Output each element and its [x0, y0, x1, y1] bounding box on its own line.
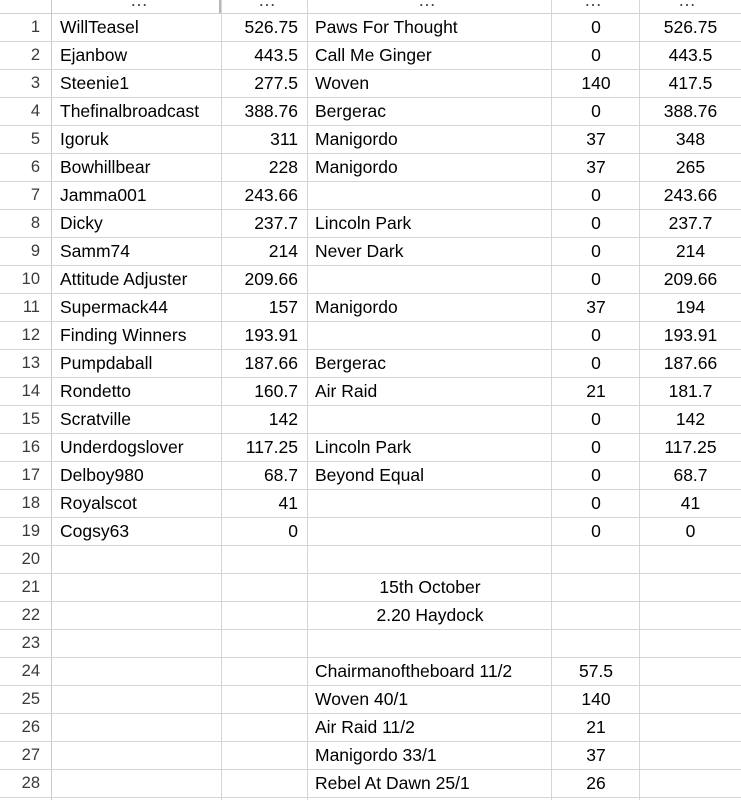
sheet-row [0, 210, 741, 238]
cell-e[interactable]: 417.5 [668, 73, 713, 93]
cell-b[interactable]: 214 [268, 241, 298, 261]
cell-d[interactable] [552, 630, 640, 658]
cell-a[interactable]: Samm74 [60, 241, 131, 261]
row-number[interactable]: 18 [21, 494, 40, 512]
cell-b[interactable]: 157 [268, 297, 298, 317]
cell-c[interactable]: Manigordo 33/1 [315, 745, 437, 765]
cell-b[interactable]: 243.66 [244, 185, 298, 205]
cell-a[interactable]: Royalscot [60, 493, 137, 513]
row-number[interactable]: 11 [22, 298, 40, 316]
cell-e[interactable]: 0 [685, 521, 696, 541]
cell-a[interactable]: Underdogslover [60, 437, 184, 457]
sheet-row [0, 70, 741, 98]
row-number[interactable]: 24 [21, 662, 40, 680]
cell-b[interactable]: 388.76 [244, 101, 298, 121]
cell-b[interactable]: 443.5 [254, 45, 298, 65]
cell-e[interactable]: 388.76 [663, 101, 718, 121]
cell-a[interactable] [52, 770, 222, 798]
row-number[interactable]: 20 [21, 550, 40, 568]
sheet-row [0, 406, 741, 434]
row-number[interactable]: 4 [30, 102, 40, 120]
row-number[interactable]: 5 [30, 130, 40, 148]
cell-b[interactable] [222, 602, 308, 630]
cell-e[interactable]: 265 [675, 157, 706, 177]
cell-e[interactable]: 243.66 [663, 185, 718, 205]
cell-e[interactable] [640, 686, 741, 714]
column-header-c[interactable]: … [418, 0, 436, 10]
sheet-row [0, 574, 741, 602]
cell-d[interactable]: 140 [581, 689, 611, 709]
cell-a[interactable]: Ejanbow [60, 45, 128, 65]
cell-c[interactable] [308, 630, 552, 658]
cell-e[interactable] [640, 574, 741, 602]
cell-c[interactable]: Air Raid 11/2 [315, 717, 415, 737]
row-number[interactable]: 6 [30, 158, 40, 176]
cell-b[interactable]: 237.7 [254, 213, 298, 233]
sheet-row [0, 42, 741, 70]
cell-d[interactable]: 37 [586, 157, 606, 177]
sheet-row [0, 14, 741, 42]
cell-b[interactable]: 117.25 [245, 437, 298, 457]
cell-d[interactable]: 0 [591, 493, 601, 513]
cell-a[interactable]: Attitude Adjuster [60, 269, 188, 289]
cell-d[interactable]: 21 [586, 381, 606, 401]
sheet-row [0, 630, 741, 658]
cell-d[interactable]: 0 [591, 353, 601, 373]
cell-c[interactable] [308, 490, 552, 518]
cell-a[interactable]: Delboy980 [60, 465, 144, 485]
sheet-row [0, 434, 741, 462]
cell-a[interactable] [52, 602, 222, 630]
cell-b[interactable]: 0 [288, 521, 298, 541]
cell-d[interactable]: 57.5 [578, 661, 614, 681]
sheet-row [0, 742, 741, 770]
column-header-e[interactable]: … [678, 0, 696, 10]
cell-a[interactable]: Steenie1 [60, 73, 130, 93]
row-number[interactable]: 23 [21, 634, 40, 652]
cell-e[interactable]: 193.91 [663, 325, 718, 345]
cell-d[interactable]: 0 [591, 17, 601, 37]
cell-b[interactable]: 311 [270, 129, 298, 149]
row-number[interactable]: 9 [30, 242, 40, 260]
cell-a[interactable]: Cogsy63 [60, 521, 130, 541]
row-number[interactable]: 13 [21, 354, 40, 372]
cell-d[interactable]: 0 [591, 213, 601, 233]
cell-c[interactable]: Chairmanoftheboard 11/2 [315, 661, 513, 681]
sheet-row [0, 98, 741, 126]
cell-d[interactable]: 140 [581, 73, 611, 93]
cell-b[interactable]: 193.91 [244, 325, 298, 345]
cell-b[interactable]: 277.5 [254, 73, 298, 93]
sheet-row [0, 546, 741, 574]
cell-c[interactable]: Air Raid [315, 381, 378, 401]
cell-e[interactable]: 348 [675, 129, 706, 149]
cell-b[interactable] [222, 630, 308, 658]
row-number[interactable]: 15 [21, 410, 40, 428]
sheet-row [0, 378, 741, 406]
cell-a[interactable] [52, 658, 222, 686]
row-number[interactable]: 22 [21, 606, 40, 624]
cell-b[interactable]: 526.75 [244, 17, 298, 37]
cell-e[interactable]: 117.25 [664, 437, 717, 457]
cell-d[interactable]: 0 [591, 241, 601, 261]
cell-d[interactable]: 37 [586, 129, 606, 149]
sheet-row [0, 350, 741, 378]
cell-c[interactable]: Beyond Equal [315, 465, 424, 485]
row-number[interactable]: 10 [21, 270, 40, 288]
cell-e[interactable]: 41 [680, 493, 701, 513]
sheet-row [0, 462, 741, 490]
cell-a[interactable]: Bowhillbear [60, 157, 151, 177]
row-number[interactable]: 7 [30, 186, 40, 204]
cell-d[interactable]: 0 [591, 45, 601, 65]
cell-e[interactable]: 187.66 [663, 353, 718, 373]
sheet-row [0, 294, 741, 322]
cell-b[interactable]: 160.7 [254, 381, 298, 401]
sheet-row [0, 518, 741, 546]
cell-d[interactable]: 37 [586, 745, 606, 765]
cell-d[interactable] [552, 546, 640, 574]
sheet-row [0, 770, 741, 798]
cell-d[interactable]: 0 [591, 409, 601, 429]
cell-c[interactable] [308, 266, 552, 294]
row-number[interactable]: 19 [21, 522, 40, 540]
cell-c[interactable]: Woven 40/1 [315, 689, 409, 709]
cell-c[interactable] [308, 182, 552, 210]
cell-d[interactable]: 0 [591, 325, 601, 345]
cell-c[interactable] [308, 406, 552, 434]
cell-a[interactable] [52, 742, 222, 770]
column-header-a[interactable]: … [130, 0, 148, 10]
cell-a[interactable]: WillTeasel [60, 17, 139, 37]
sheet-row [0, 154, 741, 182]
cell-b[interactable] [222, 546, 308, 574]
sheet-row [0, 266, 741, 294]
row-number[interactable]: 1 [30, 18, 40, 36]
row-number[interactable]: 28 [21, 774, 40, 792]
sheet-row [0, 322, 741, 350]
cell-e[interactable]: 526.75 [663, 17, 718, 37]
cell-c[interactable]: 15th October [379, 577, 481, 597]
cell-b[interactable]: 41 [278, 493, 298, 513]
cell-c[interactable]: Lincoln Park [315, 213, 412, 233]
cell-d[interactable]: 26 [586, 773, 606, 793]
sheet-row [0, 714, 741, 742]
cell-c[interactable]: Bergerac [315, 353, 387, 373]
cell-c[interactable]: Woven [315, 73, 370, 93]
sheet-row [0, 238, 741, 266]
cell-c[interactable] [308, 546, 552, 574]
cell-c[interactable]: Bergerac [315, 101, 387, 121]
row-number[interactable]: 21 [21, 578, 40, 596]
cell-a[interactable]: Supermack44 [60, 297, 168, 317]
cell-e[interactable]: 68.7 [673, 465, 708, 485]
cell-a[interactable]: Finding Winners [60, 325, 187, 345]
cell-c[interactable]: Never Dark [315, 241, 404, 261]
cell-c[interactable]: Rebel At Dawn 25/1 [315, 773, 470, 793]
cell-d[interactable] [552, 602, 640, 630]
cell-a[interactable]: Thefinalbroadcast [60, 101, 200, 121]
cell-e[interactable] [640, 630, 741, 658]
sheet-row [0, 658, 741, 686]
cell-b[interactable] [222, 574, 308, 602]
cell-c[interactable]: 2.20 Haydock [376, 605, 484, 625]
cell-a[interactable] [52, 714, 222, 742]
row-number[interactable]: 27 [21, 746, 40, 764]
sheet-row [0, 602, 741, 630]
cell-d[interactable]: 0 [591, 101, 601, 121]
cell-c[interactable]: Lincoln Park [315, 437, 412, 457]
cell-a[interactable]: Igoruk [60, 129, 109, 149]
cell-e[interactable] [640, 770, 741, 798]
cell-a[interactable]: Scratville [60, 409, 131, 429]
row-number[interactable]: 12 [21, 326, 40, 344]
cell-d[interactable]: 0 [591, 269, 601, 289]
cell-b[interactable] [222, 658, 308, 686]
column-header-strip[interactable] [0, 0, 741, 14]
cell-e[interactable]: 181.7 [668, 381, 713, 401]
cell-d[interactable]: 21 [586, 717, 606, 737]
cell-b[interactable] [222, 686, 308, 714]
row-number[interactable]: 26 [21, 718, 40, 736]
cell-c[interactable] [308, 322, 552, 350]
sheet-row [0, 182, 741, 210]
cell-c[interactable]: Paws For Thought [315, 17, 458, 37]
cell-e[interactable]: 142 [675, 409, 706, 429]
cell-d[interactable]: 37 [586, 297, 606, 317]
cell-a[interactable]: Jamma001 [60, 185, 147, 205]
cell-e[interactable] [640, 602, 741, 630]
cell-b[interactable] [222, 770, 308, 798]
cell-c[interactable]: Call Me Ginger [315, 45, 432, 65]
cell-d[interactable]: 0 [591, 521, 601, 541]
cell-b[interactable]: 228 [268, 157, 298, 177]
row-number[interactable]: 25 [21, 690, 40, 708]
row-number[interactable]: 14 [21, 382, 40, 400]
cell-a[interactable] [52, 574, 222, 602]
cell-a[interactable]: Rondetto [60, 381, 132, 401]
cell-a[interactable]: Dicky [60, 213, 103, 233]
column-header-b[interactable]: … [258, 0, 276, 10]
row-number[interactable]: 16 [21, 438, 40, 456]
cell-e[interactable]: 209.66 [663, 269, 718, 289]
cell-b[interactable] [222, 742, 308, 770]
cell-e[interactable] [640, 714, 741, 742]
row-number[interactable]: 17 [21, 466, 40, 484]
cell-a[interactable] [52, 686, 222, 714]
cell-a[interactable] [52, 630, 222, 658]
cell-b[interactable]: 209.66 [244, 269, 298, 289]
cell-e[interactable]: 237.7 [668, 213, 713, 233]
cell-e[interactable]: 214 [675, 241, 706, 261]
cell-e[interactable] [640, 658, 741, 686]
cell-e[interactable] [640, 742, 741, 770]
cell-b[interactable]: 187.66 [244, 353, 298, 373]
cell-b[interactable]: 142 [268, 409, 298, 429]
row-number[interactable]: 3 [30, 74, 40, 92]
sheet-rows [0, 14, 741, 798]
cell-e[interactable]: 443.5 [668, 45, 713, 65]
cell-a[interactable]: Pumpdaball [60, 353, 153, 373]
cell-d[interactable]: 0 [591, 437, 601, 457]
sheet-row [0, 686, 741, 714]
column-header-d[interactable]: … [584, 0, 602, 10]
cell-c[interactable]: Manigordo [315, 297, 398, 317]
cell-c[interactable]: Manigordo [315, 157, 398, 177]
cell-d[interactable]: 0 [591, 465, 601, 485]
cell-b[interactable] [222, 714, 308, 742]
cell-c[interactable] [308, 518, 552, 546]
row-number[interactable]: 2 [30, 46, 40, 64]
cell-e[interactable] [640, 546, 741, 574]
row-number[interactable]: 8 [30, 214, 40, 232]
cell-d[interactable]: 0 [591, 185, 601, 205]
sheet-row [0, 126, 741, 154]
cell-e[interactable]: 194 [675, 297, 706, 317]
cell-b[interactable]: 68.7 [263, 465, 298, 485]
cell-a[interactable] [52, 546, 222, 574]
sheet-row [0, 490, 741, 518]
cell-d[interactable] [552, 574, 640, 602]
cell-c[interactable]: Manigordo [315, 129, 398, 149]
